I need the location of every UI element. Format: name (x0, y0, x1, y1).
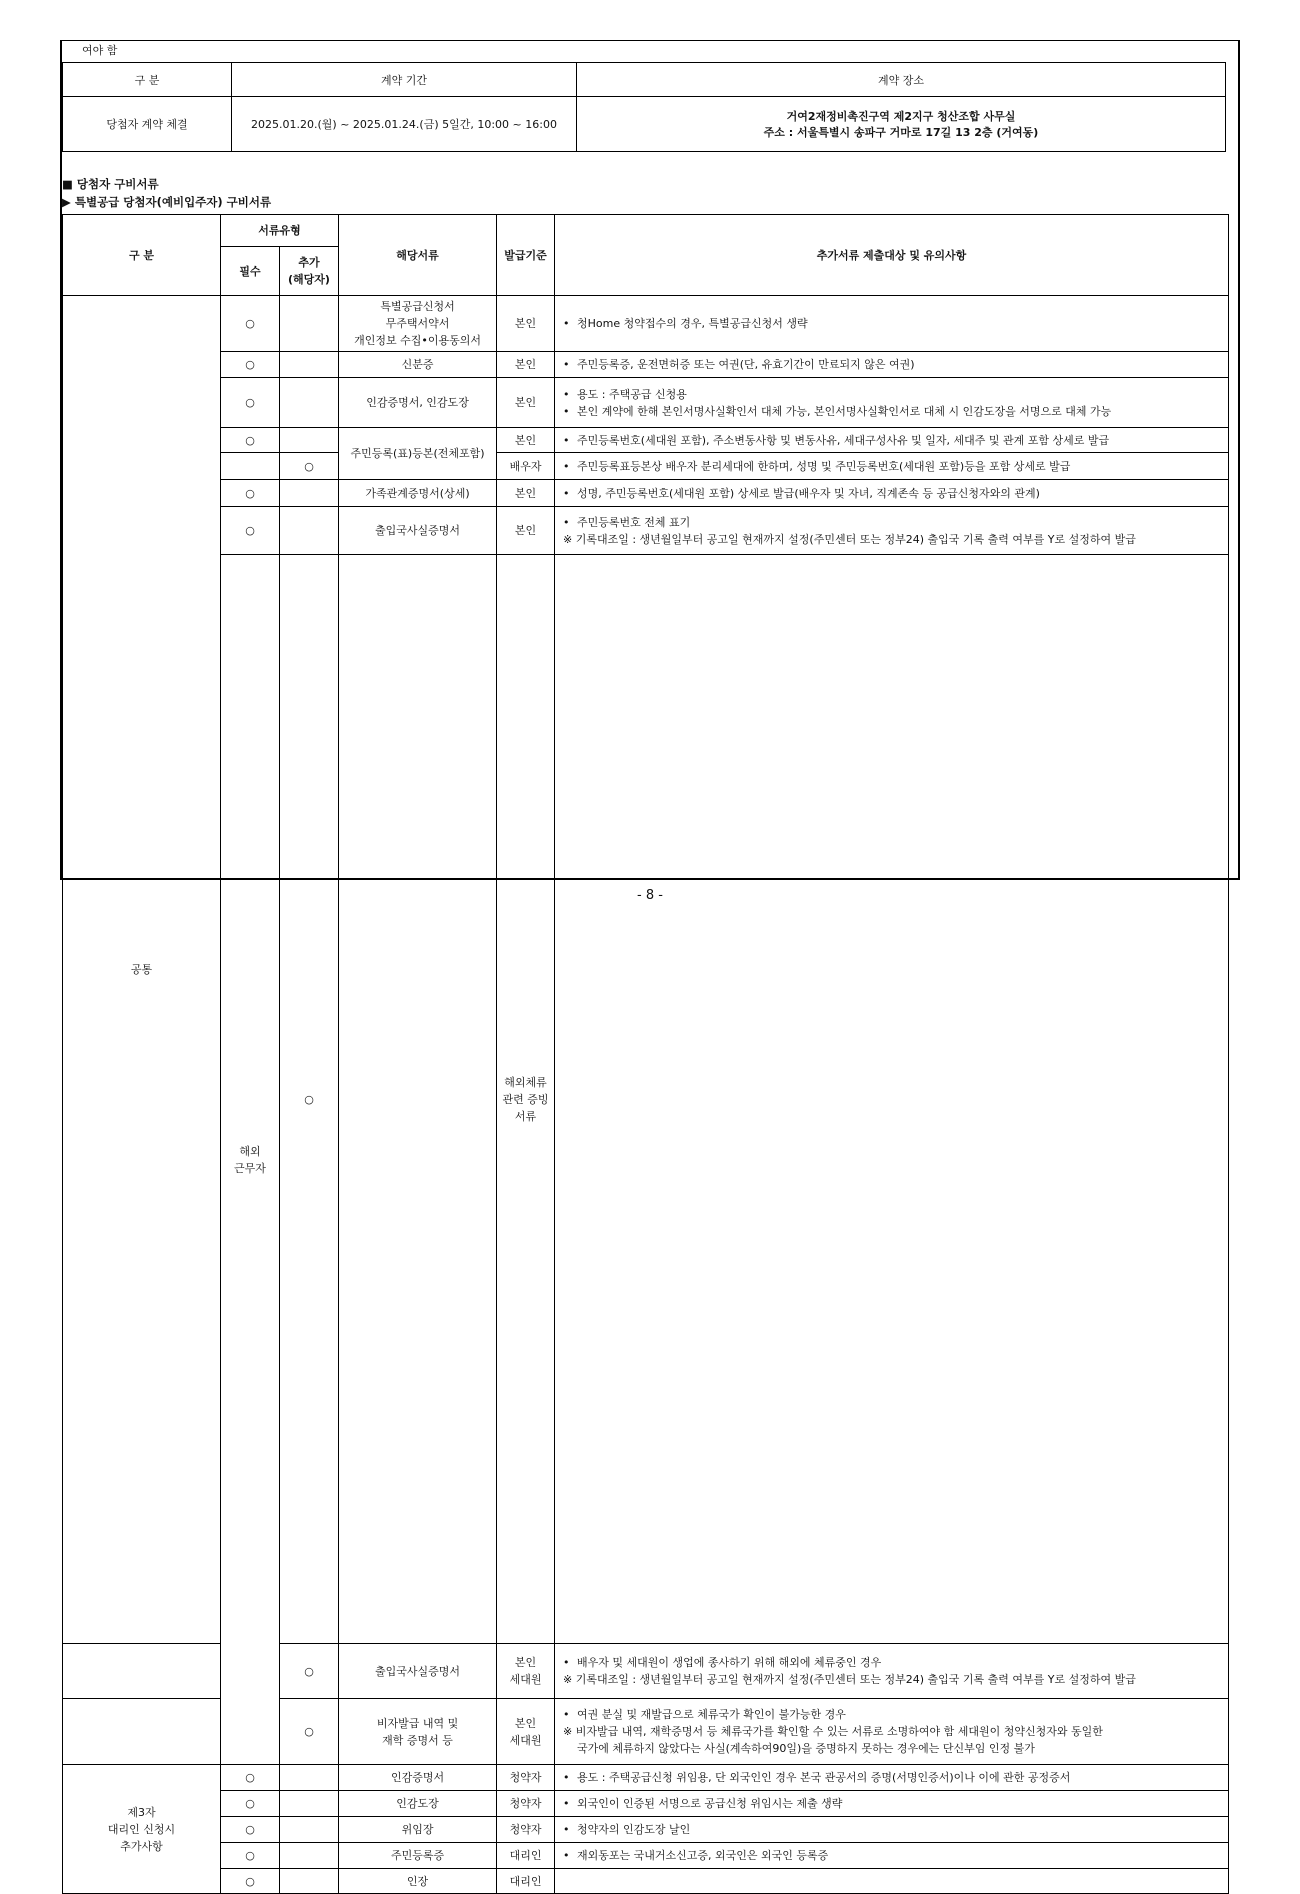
additional-cell (339, 555, 497, 1644)
header-additional-sub: (해당자) (288, 273, 330, 286)
document-cell: 가족관계증명서(상세) (339, 480, 497, 507)
issuer-cell (497, 1699, 555, 1765)
document-cell: 주민등록증 (339, 1843, 497, 1869)
additional-cell (280, 352, 339, 378)
note-line: • 청약자의 인감도장 날인 (563, 1821, 1224, 1838)
note-line: ※ 기록대조일 : 생년월일부터 공고일 현재까지 설정(주민센터 또는 정부24) 출입국 기록 출력 여부를 Y로 설정하여 발급 (563, 1673, 1136, 1686)
additional-mark: ○ (280, 453, 339, 480)
document-line: 재학 증명서 등 (382, 1733, 453, 1747)
header-place: 계약 장소 (577, 63, 1226, 97)
table-row (63, 1817, 1229, 1843)
document-cell: 위임장 (339, 1817, 497, 1843)
issuer-cell: 본인 (497, 378, 555, 428)
additional-cell (280, 507, 339, 555)
document-cell (339, 1699, 497, 1765)
contract-header-row (63, 63, 1226, 97)
table-row (63, 378, 1229, 428)
required-mark: ○ (221, 1843, 280, 1869)
contract-place (577, 97, 1226, 152)
note-line: ※ 기록대조일 : 생년월일부터 공고일 현재까지 설정(주민센터 또는 정부24) 출입국 기록 출력 여부를 Y로 설정하여 발급 (563, 532, 1136, 546)
document-line: 특별공급신청서 (380, 300, 455, 313)
note-line: • 배우자 및 세대원이 생업에 종사하기 위해 해외에 체류중인 경우 (563, 1654, 1224, 1671)
issuer-cell (555, 555, 1229, 1644)
note-line: • 본인 계약에 한해 본인서명사실확인서 대체 가능, 본인서명사실확인서로 대체 시 인감도장을 서명으로 대체 가능 (563, 403, 1224, 420)
issuer-cell: 배우자 (497, 453, 555, 480)
group-proxy (63, 1765, 221, 1894)
note-cell (555, 507, 1229, 555)
section-title: ■ 당첨자 구비서류 (62, 177, 159, 191)
header-period: 계약 기간 (232, 63, 577, 97)
required-cell (221, 453, 280, 480)
note-line: • 성명, 주민등록번호(세대원 포함) 상세로 발급(배우자 및 자녀, 직계존속 등 공급신청자와의 관계) (563, 485, 1224, 502)
group-overseas (221, 555, 280, 1765)
note-line: • 외국인이 인증된 서명으로 공급신청 위임시는 제출 생략 (563, 1795, 1224, 1812)
additional-cell (280, 428, 339, 453)
required-mark: ○ (221, 378, 280, 428)
note-cell (555, 428, 1229, 453)
issuer-cell: 청약자 (497, 1817, 555, 1843)
additional-cell (280, 1765, 339, 1791)
documents-table (62, 214, 1229, 1894)
additional-cell (280, 1843, 339, 1869)
header-additional-label: 추가 (298, 256, 320, 269)
issuer-line: 세대원 (509, 1673, 542, 1686)
group-proxy-line: 제3자 (127, 1805, 156, 1819)
header-document: 해당서류 (339, 215, 497, 296)
contract-period: 2025.01.20.(월) ~ 2025.01.24.(금) 5일간, 10:00 ~ 16:00 (232, 97, 577, 152)
page-number: - 8 - (637, 888, 663, 903)
table-row (63, 1843, 1229, 1869)
issuer-cell: 대리인 (497, 1869, 555, 1894)
required-mark: ○ (221, 1869, 280, 1894)
table-row (63, 480, 1229, 507)
document-cell: 인감증명서, 인감도장 (339, 378, 497, 428)
required-mark: ○ (221, 507, 280, 555)
group-common: 공통 (63, 296, 221, 1644)
note-cell (555, 1817, 1229, 1843)
group-proxy-line: 추가사항 (120, 1839, 163, 1853)
additional-cell (280, 378, 339, 428)
additional-mark: ○ (280, 1644, 339, 1699)
document-cell: 출입국사실증명서 (339, 1644, 497, 1699)
note-line: • 용도 : 주택공급신청 위임용, 단 외국인인 경우 본국 관공서의 증명(서명인증서)이나 이에 관한 공정증서 (563, 1769, 1224, 1786)
table-row (63, 453, 1229, 480)
required-cell (63, 1699, 221, 1765)
additional-mark: ○ (280, 1699, 339, 1765)
contract-category: 당첨자 계약 체결 (63, 97, 232, 152)
note-cell (555, 453, 1229, 480)
additional-cell (280, 480, 339, 507)
required-mark: ○ (221, 1791, 280, 1817)
additional-cell (280, 1791, 339, 1817)
document-cell: 출입국사실증명서 (339, 507, 497, 555)
additional-cell (280, 296, 339, 352)
issuer-cell: 청약자 (497, 1765, 555, 1791)
document-cell: 인감증명서 (339, 1765, 497, 1791)
group-overseas-line: 해외 (239, 1144, 261, 1158)
note-cell (555, 1791, 1229, 1817)
note-line: • 청Home 청약접수의 경우, 특별공급신청서 생략 (563, 315, 1224, 332)
required-mark: ○ (280, 555, 339, 1644)
issuer-cell: 본인 (497, 352, 555, 378)
issuer-cell: 청약자 (497, 1791, 555, 1817)
group-overseas-line: 근무자 (234, 1161, 266, 1175)
header-additional (280, 247, 339, 296)
document-line: 개인정보 수집•이용동의서 (354, 334, 481, 347)
required-cell (63, 1644, 221, 1699)
note-cell (555, 1699, 1229, 1765)
header-doc-type: 서류유형 (221, 215, 339, 247)
note-line: • 용도 : 주택공급 신청용 (563, 386, 1224, 403)
contract-table (62, 62, 1226, 152)
header-issuer: 발급기준 (497, 215, 555, 296)
note-line: • 주민등록증, 운전면허증 또는 여권(단, 유효기간이 만료되지 않은 여권) (563, 356, 1224, 373)
header-required: 필수 (221, 247, 280, 296)
note-line: • 여권 분실 및 재발급으로 체류국가 확인이 불가능한 경우 (563, 1706, 1224, 1723)
subsection-title: ▶ 특별공급 당첨자(예비입주자) 구비서류 (62, 195, 272, 209)
table-row (63, 555, 1229, 1644)
note-cell (555, 480, 1229, 507)
document-cell: 해외체류 관련 증빙서류 (497, 555, 555, 1644)
required-mark: ○ (221, 428, 280, 453)
issuer-cell: 본인 (497, 428, 555, 453)
additional-cell (280, 1869, 339, 1894)
table-row (63, 507, 1229, 555)
header-category: 구 분 (63, 63, 232, 97)
issuer-line: 본인 (514, 1716, 537, 1730)
table-row (63, 1791, 1229, 1817)
note-line: • 주민등록번호 전체 표기 (563, 514, 1224, 531)
note-line: • 주민등록번호(세대원 포함), 주소변동사항 및 변동사유, 세대구성사유 및 일자, 세대주 및 관계 포함 상세로 발급 (563, 432, 1224, 449)
note-cell (555, 378, 1229, 428)
contract-row (63, 97, 1226, 152)
note-cell (555, 296, 1229, 352)
required-mark: ○ (221, 352, 280, 378)
document-line: 비자발급 내역 및 (376, 1716, 459, 1730)
document-line: 무주택서약서 (385, 317, 450, 330)
document-cell: 신분증 (339, 352, 497, 378)
document-cell: 주민등록(표)등본(전체포함) (339, 428, 497, 480)
note-line: ※ 비자발급 내역, 재학증명서 등 체류국가를 확인할 수 있는 서류로 소명하여야 함 세대원이 청약신청자와 동일한 (563, 1725, 1103, 1738)
note-line: 국가에 체류하지 않았다는 사실(계속하여90일)을 증명하지 못하는 경우에는 단신부임 인정 불가 (577, 1742, 1035, 1755)
issuer-cell: 본인 (497, 507, 555, 555)
contract-place-name: 거여2재정비촉진구역 제2지구 청산조합 사무실 (786, 110, 1016, 123)
header-category: 구 분 (63, 215, 221, 296)
table-row (63, 1765, 1229, 1791)
issuer-cell (497, 1644, 555, 1699)
additional-cell (280, 1817, 339, 1843)
note-line: • 재외동포는 국내거소신고증, 외국인은 외국인 등록증 (563, 1847, 1224, 1864)
continued-text: 여야 함 (82, 44, 118, 57)
note-line: • 주민등록표등본상 배우자 분리세대에 한하며, 성명 및 주민등록번호(세대원 포함)등을 포함 상세로 발급 (563, 458, 1224, 475)
issuer-cell: 대리인 (497, 1843, 555, 1869)
note-cell (555, 1869, 1229, 1894)
note-cell (555, 352, 1229, 378)
issuer-line: 세대원 (509, 1733, 542, 1747)
document-cell: 인감도장 (339, 1791, 497, 1817)
document-cell: 인장 (339, 1869, 497, 1894)
table-row (63, 352, 1229, 378)
group-proxy-line: 대리인 신청시 (107, 1822, 176, 1836)
header-notes: 추가서류 제출대상 및 유의사항 (555, 215, 1229, 296)
issuer-cell: 본인 (497, 480, 555, 507)
required-mark: ○ (221, 296, 280, 352)
note-cell (555, 1644, 1229, 1699)
required-mark: ○ (221, 1765, 280, 1791)
docs-header-row-1 (63, 215, 1229, 247)
contract-place-address: 주소 : 서울특별시 송파구 거마로 17길 13 2층 (거여동) (763, 126, 1039, 139)
issuer-cell: 본인 (497, 296, 555, 352)
note-cell (555, 1765, 1229, 1791)
note-cell (555, 1843, 1229, 1869)
issuer-line: 본인 (514, 1656, 537, 1669)
document-cell (339, 296, 497, 352)
required-mark: ○ (221, 480, 280, 507)
table-row (63, 428, 1229, 453)
table-row (63, 296, 1229, 352)
table-row (63, 1869, 1229, 1894)
required-mark: ○ (221, 1817, 280, 1843)
